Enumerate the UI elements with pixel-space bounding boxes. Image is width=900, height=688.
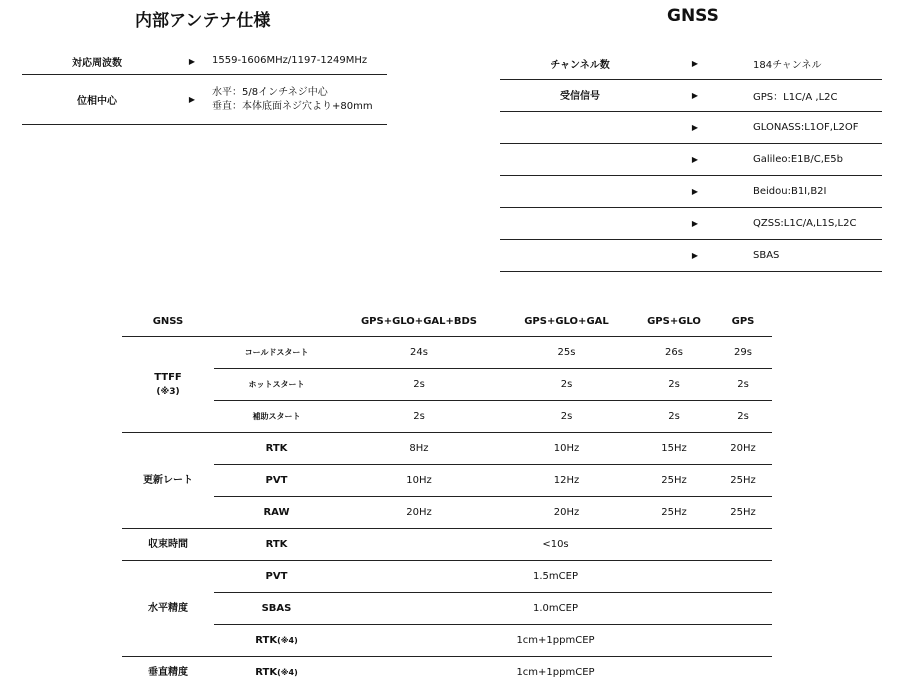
cell: 1.0mCEP [533,603,578,614]
gnss-value: Galileo:E1B/C,E5b [753,154,843,165]
cell: 24s [410,347,428,358]
bullet-arrow-icon: ▶ [188,56,196,66]
cell: 25Hz [661,507,687,518]
cell: 20Hz [553,507,580,518]
table-row [214,561,772,592]
cell: 2s [413,379,425,390]
gnss-label: 受信信号 [560,91,600,102]
ttff-note: (※3) [156,386,180,397]
performance-header-row [122,306,772,336]
cell: 25Hz [730,507,756,518]
table-row [214,433,772,464]
group-label: 更新レート [143,475,193,486]
gnss-label: チャンネル数 [550,60,610,71]
row-name-note: (※4) [277,668,298,677]
gnss-value: Beidou:B1I,B2I [753,186,827,197]
table-row [214,464,772,496]
row-name: コールドスタート [244,348,309,357]
gnss-value: GLONASS:L1OF,L2OF [753,122,859,133]
gnss-row [500,48,882,80]
row-name: RTK [265,539,288,550]
cell: 8Hz [409,443,429,454]
table-row [214,368,772,400]
cell: 25Hz [661,475,687,486]
row-name: ホットスタート [248,380,305,389]
cell: 25Hz [730,475,756,486]
bullet-arrow-icon: ▶ [188,95,196,104]
row-name: RTK [265,443,288,454]
bullet-arrow-icon: ▶ [691,91,699,100]
row-name: PVT [265,475,288,486]
row-name: PVT [265,571,288,582]
ttff-label: TTFF [154,371,182,383]
gnss-spec-title: GNSS [667,6,719,26]
table-row [214,529,772,560]
cell: 26s [665,347,683,358]
spec-label: 位相中心 [77,96,117,107]
cell: 25s [557,347,576,358]
row-name-text: RTK [255,635,278,646]
cell: 2s [737,411,749,422]
update-rate-group [122,432,772,528]
gnss-row [500,144,882,176]
bullet-arrow-icon: ▶ [691,59,699,68]
row-name: SBAS [261,603,292,614]
cell: 2s [413,411,425,422]
group-label: 水平精度 [148,603,188,614]
row-name: 補助スタート [252,412,301,421]
bullet-arrow-icon: ▶ [691,219,699,228]
cell: 2s [668,411,680,422]
table-row [214,624,772,656]
spec-label: 対応周波数 [72,57,122,69]
horizontal-accuracy-group [122,560,772,656]
gnss-value: 184チャンネル [753,60,822,71]
cell: 20Hz [730,443,756,454]
group-label: 収束時間 [148,539,188,550]
cell: 2s [560,379,573,390]
row-name: RAW [263,507,290,518]
table-row [214,496,772,528]
table-row [214,337,772,368]
spec-value [212,86,387,114]
vertical-accuracy-group [122,656,772,688]
header-cell: GPS+GLO [647,315,701,327]
gnss-row [500,176,882,208]
row-name-note: (※4) [277,636,298,645]
bullet-arrow-icon: ▶ [691,123,699,132]
cell: 15Hz [661,443,687,454]
gnss-value: GPS：L1C/A ,L2C [753,92,838,103]
gnss-row [500,80,882,112]
header-cell [214,306,339,336]
spec-row-frequency [22,48,387,75]
group-label: 垂直精度 [148,667,188,678]
row-name [214,657,339,688]
cell: 29s [734,347,752,358]
cell: 2s [668,379,680,390]
gnss-row [500,208,882,240]
bullet-arrow-icon: ▶ [691,155,699,164]
ttff-group [122,336,772,432]
spec-value-line: 水平：5/8インチネジ中心 [212,86,328,98]
gnss-value: SBAS [753,250,780,261]
spec-row-phase-center [22,75,387,125]
row-name-text: RTK [255,667,278,678]
table-row [214,657,772,688]
table-row [214,592,772,624]
header-cell: GPS [731,315,755,327]
table-row [214,400,772,432]
header-cell: GPS+GLO+GAL [524,315,609,327]
gnss-value: QZSS:L1C/A,L1S,L2C [753,218,857,229]
cell: 1.5mCEP [533,571,578,582]
cell: 12Hz [553,475,580,486]
gnss-spec-table [500,48,882,272]
bullet-arrow-icon: ▶ [691,187,699,196]
cell: 1cm+1ppmCEP [516,635,595,646]
gnss-row [500,240,882,272]
cell: <10s [542,539,569,550]
group-label [122,337,214,432]
convergence-group [122,528,772,560]
header-cell: GPS+GLO+GAL+BDS [360,315,478,327]
cell: 2s [560,411,573,422]
cell: 10Hz [406,475,432,486]
bullet-arrow-icon: ▶ [691,251,699,260]
cell: 20Hz [406,507,432,518]
cell: 2s [737,379,749,390]
spec-value: 1559-1606MHz/1197-1249MHz [212,55,368,66]
header-cell: GNSS [152,315,184,327]
spec-value-line: 垂直：本体底面ネジ穴より+80mm [212,100,373,112]
cell: 1cm+1ppmCEP [516,667,595,678]
gnss-row [500,112,882,144]
row-name [214,625,339,656]
performance-table [122,306,772,688]
antenna-spec-table [22,48,387,125]
cell: 10Hz [553,443,580,454]
antenna-spec-title: 内部アンテナ仕様 [135,11,271,31]
